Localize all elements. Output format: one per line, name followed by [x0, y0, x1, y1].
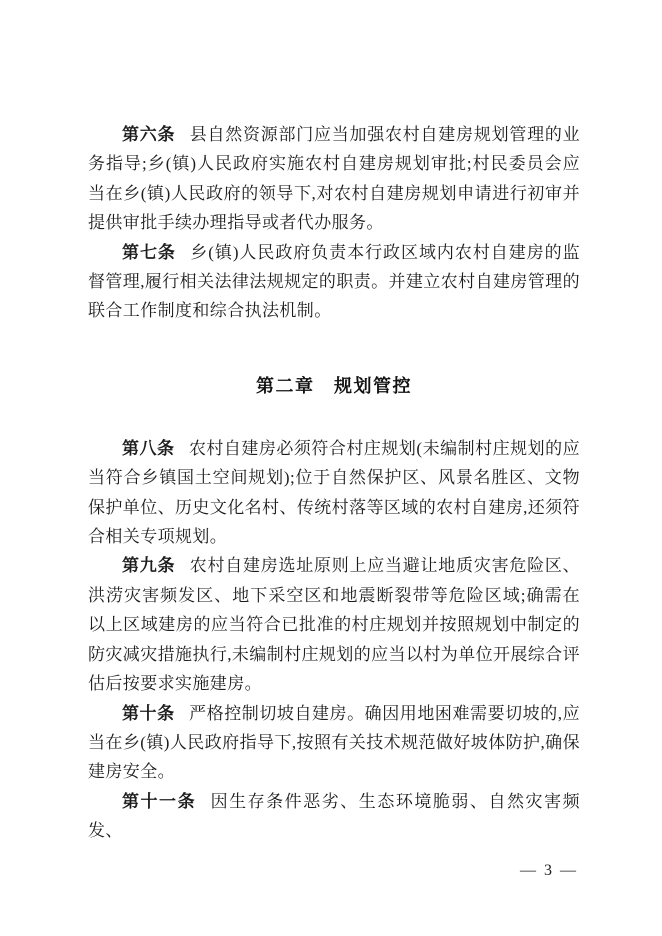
paragraph-article-9: [88, 551, 580, 698]
article-8-text: 农村自建房必须符合村庄规划(未编制村庄规划的应当符合乡镇国土空间规划);位于自然保护区、风景名胜区、文物保护单位、历史文化名村、传统村落等区域的农村自建房,还须符合相关专项规划。: [88, 438, 580, 547]
article-8-number: 第八条: [122, 438, 175, 458]
paragraph-article-8: [88, 434, 580, 552]
article-10-text: 严格控制切坡自建房。确因用地困难需要切坡的,应当在乡(镇)人民政府指导下,按照有关技术规范做好坡体防护,确保建房安全。: [88, 703, 580, 782]
article-7-number: 第七条: [122, 242, 176, 262]
article-6-number: 第六条: [122, 125, 176, 144]
article-9-text: 农村自建房选址原则上应当避让地质灾害危险区、洪涝灾害频发区、地下采空区和地震断裂带等危险区域;确需在以上区域建房的应当符合已批准的村庄规划并按照规划中制定的防灾减灾措施执行,未编制村庄规划的应当以村为单位开展综合评估后按要求实施建房。: [88, 556, 580, 694]
article-7-text: 乡(镇)人民政府负责本行政区域内农村自建房的监督管理,履行相关法律法规规定的职责。并建立农村自建房管理的联合工作制度和综合执法机制。: [88, 242, 580, 321]
article-11-text: 因生存条件恶劣、生态环境脆弱、自然灾害频发、: [88, 791, 581, 841]
chapter-heading: 第二章 规划管控: [256, 375, 412, 396]
paragraph-article-6: [88, 120, 580, 238]
paragraph-article-7: [88, 238, 580, 326]
document-body: [88, 120, 580, 846]
article-9-number: 第九条: [122, 556, 176, 576]
article-11-number: 第十一条: [122, 791, 197, 811]
page-number: — 3 —: [520, 862, 578, 879]
paragraph-article-11: [88, 787, 580, 846]
article-10-number: 第十条: [122, 703, 175, 723]
paragraph-article-10: [88, 699, 580, 787]
article-6-text: 县自然资源部门应当加强农村自建房规划管理的业务指导;乡(镇)人民政府实施农村自建房规划审批;村民委员会应当在乡(镇)人民政府的领导下,对农村自建房规划申请进行初审并提供审批手续办理指导或者代办服务。: [88, 125, 580, 233]
